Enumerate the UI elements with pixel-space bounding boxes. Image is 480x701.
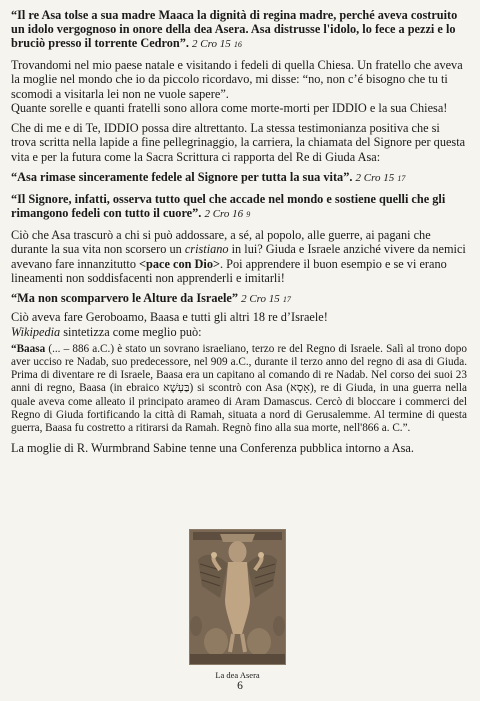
goddess-relief-icon [190, 530, 285, 664]
figure-asera [189, 529, 286, 680]
verse-number: 17 [282, 295, 291, 305]
bible-reference: 2 Cro 15 [192, 38, 231, 50]
asera-relief-image [189, 529, 286, 665]
paragraph-native-town: Trovandomi nel mio paese natale e visitando i fedeli di quella Chiesa. Un fratello che aveva la moglie nel mondo che io da piccolo ricordavo, mi disse: “no, non c’é bisogno che tu ti scomodi a visitarla lei non ne vuole sapere”. [11, 58, 463, 101]
wikipedia-quote-baasa: “Baasa (... – 886 a.C.) è stato un sovrano israeliano, terzo re del Regno di Israele. Salì al trono dopo aver ucciso re Nadab, suo predecessore, nel 909 a.C., durante il terzo anno del regno di asa di Giuda. Prima di diventare re di Israele, Baasa era un capitano al comando di re Nadab. Nel corso dei suoi 23 anni di regno, Baasa (in ebraico בַּעְשָׁא) si scontrò con Asa (אָסָא), re di Giuda, in una guerra nella quale aveva come alleato il principato arameo di Aram Damascus. Cercò di bloccare i commerci del Regno di Giuda fortificando la città di Ramah, situata a nord di Gerusalemme. Al termine di questa guerra, Baasa fu costretto a ritirarsi da Ramah. Regnò fino alla sua morte, nell'866 a. C.”. [11, 342, 467, 435]
verse-number: 9 [246, 210, 251, 220]
paragraph-asa-neglect: Ciò che Asa trascurò a chi si può addossare, a sé, al popolo, alle guerre, ai pagani che durante la sua vita non scorsero un cristiano in lui? Giuda e Israele anziché vivere da nemici avevano fare innanzitutto <pace con Dio>. Poi apprendere il buon esempio e se vi erano lineamenti non soddisfacenti non apprenderli e imitarli! [11, 228, 466, 285]
italic-word: cristiano [184, 242, 229, 257]
quote-high-places: “Ma non scomparvero le Alture da Israele” 2 Cro 15 17 [11, 291, 291, 306]
baasa-title: “Baasa [11, 342, 46, 355]
figure-caption: La dea Asera [215, 670, 260, 680]
quote-asa-faithful: “Asa rimase sinceramente fedele al Signore per tutta la sua vita”. 2 Cro 15 17 [11, 170, 406, 185]
bible-reference: 2 Cro 16 [204, 208, 244, 221]
bold-phrase: <pace con Dio> [139, 256, 221, 271]
paragraph-sisters-brothers: Quante sorelle e quanti fratelli sono allora come morte-morti per IDDIO e la sua Chiesa! [11, 100, 448, 115]
paragraph-kings-israel: Ciò aveva fare Geroboamo, Baasa e tutti gli altri 18 re d’Israele! [11, 310, 328, 325]
page-number: 6 [237, 680, 243, 692]
bible-reference: 2 Cro 15 [241, 293, 280, 306]
verse-number: 17 [397, 174, 406, 184]
paragraph-wikipedia-intro: Wikipedia sintetizza come meglio può: [11, 324, 202, 339]
wikipedia-word: Wikipedia [11, 324, 61, 339]
paragraph-testimony: Che di me e di Te, IDDIO possa dire altrettanto. La stessa testimonianza positiva che si trova scritta nella lapide a fine pellegrinaggio, la carriera, la chiamata del Signore per questa vita e per la futura come la Sacra Scrittura ci rapporta del Re di Giuda Asa: [11, 121, 466, 164]
quote-lord-observes: “Il Signore, infatti, osserva tutto quel che accade nel mondo e sostiene quelli che gli rimangono fedeli con tutto il cuore”. 2 Cro 16 9 [11, 192, 446, 221]
quote-asa-maaca: “Il re Asa tolse a sua madre Maaca la dignità di regina madre, perché aveva costruito un idolo vergognoso in onore della dea Asera. Asa distrusse l'idolo, lo fece a pezzi e lo bruciò presso il torrente Cedron”. 2 Cro 15 16 [11, 8, 458, 50]
verse-number: 16 [233, 40, 242, 49]
bible-reference: 2 Cro 15 [355, 172, 395, 185]
paragraph-wurmbrand: La moglie di R. Wurmbrand Sabine tenne una Conferenza pubblica intorno a Asa. [11, 441, 414, 456]
